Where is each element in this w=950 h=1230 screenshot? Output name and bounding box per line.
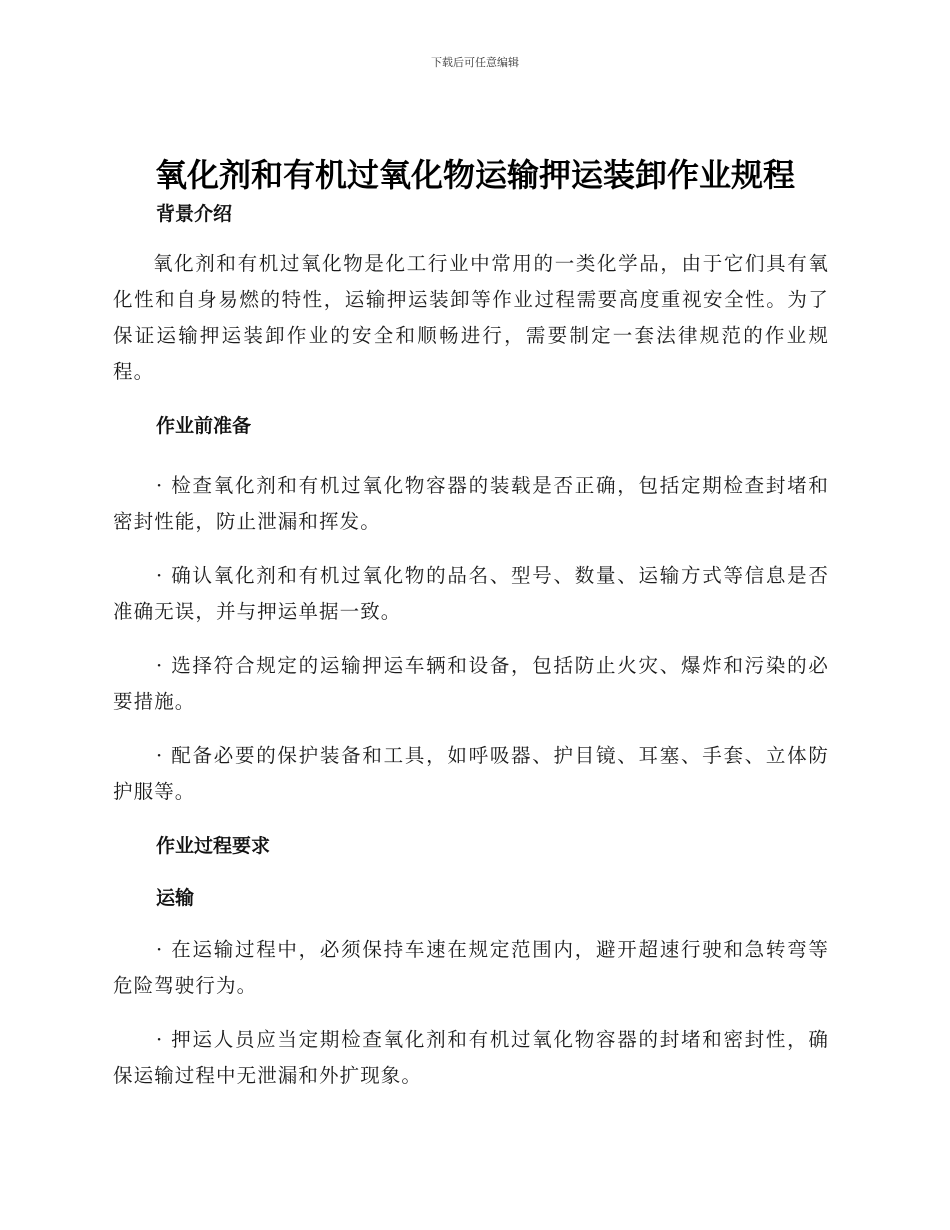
heading-preparation: 作业前准备	[156, 415, 252, 437]
transport-item: · 在运输过程中，必须保持车速在规定范围内，避开超速行驶和急转弯等危险驾驶行为。	[113, 938, 829, 997]
page-header-note: 下载后可任意编辑	[431, 56, 519, 69]
preparation-item: · 选择符合规定的运输押运车辆和设备，包括防止火灾、爆炸和污染的必要措施。	[113, 654, 829, 713]
preparation-item: · 配备必要的保护装备和工具，如呼吸器、护目镜、耳塞、手套、立体防护服等。	[113, 744, 829, 803]
preparation-item: · 确认氧化剂和有机过氧化物的品名、型号、数量、运输方式等信息是否准确无误，并与押运单据一致。	[113, 564, 829, 623]
document-title: 氧化剂和有机过氧化物运输押运装卸作业规程	[154, 156, 795, 194]
transport-item: · 押运人员应当定期检查氧化剂和有机过氧化物容器的封堵和密封性，确保运输过程中无泄漏和外扩现象。	[113, 1028, 829, 1087]
preparation-item: · 检查氧化剂和有机过氧化物容器的装载是否正确，包括定期检查封堵和密封性能，防止泄漏和挥发。	[113, 474, 829, 533]
heading-transport: 运输	[156, 887, 195, 909]
document-body	[113, 200, 829, 1094]
heading-requirements: 作业过程要求	[156, 835, 271, 857]
paragraph-background: 氧化剂和有机过氧化物是化工行业中常用的一类化学品，由于它们具有氧化性和自身易燃的特性，运输押运装卸等作业过程需要高度重视安全性。为了保证运输押运装卸作业的安全和顺畅进行，需要制定一套法律规范的作业规程。	[113, 252, 829, 383]
heading-background: 背景介绍	[156, 203, 233, 225]
